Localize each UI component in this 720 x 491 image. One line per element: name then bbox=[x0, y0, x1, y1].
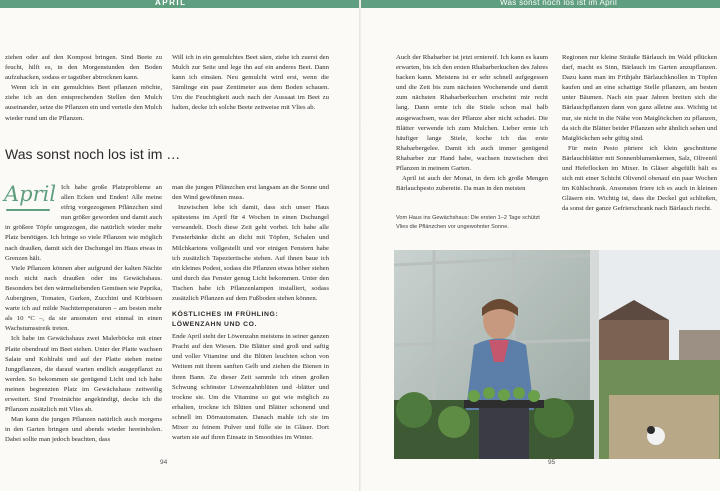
paragraph: Will ich in ein gemulchtes Beet säen, ziehe ich zuerst den Mulch zur Seite und lege ihn auf ein anderes Beet. Dann kann ich einsäen. Neu gemulcht wird erst, wenn die Sämlinge ein paar Zentimeter aus dem Boden schauen. Um die Feuchtigkeit auch nach der Aussaat im Beet zu halten, decke ich solche Beete zeitweise mit Vlies ab. bbox=[172, 54, 329, 112]
paragraph: man die jungen Pflänzchen erst langsam an die Sonne und den Wind gewöhnen muss. bbox=[172, 184, 329, 202]
april-script-title: April bbox=[4, 182, 57, 206]
greenhouse-photo bbox=[394, 250, 720, 459]
left-col2-main bbox=[172, 183, 329, 443]
paragraph: ziehen oder auf den Kompost bringen. Sind Beete zu feucht, hilft es, in den Morgenstunden den Boden aufzuhacken, sodass er tagsüber abtrocknen kann. bbox=[5, 54, 162, 82]
paragraph: Auch der Rhabarber ist jetzt erntereif. Ich kann es kaum erwarten, bis ich den ersten Rhabarberkuchen des Jahres backen kann. Meistens ist er sehr schnell aufgegessen und die Zeit bis zum nächsten Wochenende und damit zum nächsten Rhabarberkuchen erscheint mir recht lang. Dann ernte ich die Stiele schon mal halb ausgewachsen, was der Pflanze aber nicht schadet. Die Blätter verwende ich zum Mulchen. Lieber ernte ich häufiger lange Stiele, koche ich das erste Rhabarbergelee. Damit ich auch immer genügend Rhabarber zur Hand habe, wachsen inzwischen drei Pflanzen in meinem Garten. bbox=[396, 54, 548, 173]
subheading bbox=[172, 310, 329, 330]
page-number-right: 95 bbox=[548, 459, 556, 466]
right-col1 bbox=[396, 53, 548, 194]
subheading-line: LÖWENZAHN UND CO. bbox=[172, 321, 257, 329]
running-head-section: Was sonst noch los ist im April bbox=[500, 0, 618, 7]
paragraph: Man kann die jungen Pflanzen natürlich auch morgens in den Garten bringen und abends wieder hereinholen. Dabei sollte man jedoch beachten, dass bbox=[5, 416, 162, 444]
left-col1-top bbox=[5, 53, 162, 124]
paragraph: Inzwischen lebe ich damit, dass sich unser Haus spätestens im April für 4 Wochen in einen Dschungel verwandelt. Doch diese Zeit geht vorbei. Ich habe alle Fensterbänke dicht an dicht mit Töpfen, Schalen und Milchkartons vollgestellt und vor einigen Fenstern habe ich zusätzlich Tapeziertische stehen. Auf ihnen baue ich ein kleines Podest, sodass die Pflanzen etwas höher stehen und durch das Fenster genug Licht bekommen. Unter den Tischen habe ich Pflanzenlampen installiert, sodass zusätzlich Pflanzen auf dem Fußboden stehen können. bbox=[172, 204, 329, 303]
paragraph: Ich habe im Gewächshaus zwei Malerböcke mit einer Platte obendrauf im Beet stehen. Unter der Platte wachsen Salate und Kohlrabi und auf der Platte stehen meine Jungpflanzen, die darauf warten endlich ausgepflanzt zu werden. So bekommen sie genügend Licht und ich habe meinen begrenzten Platz im Gewächshaus zeitweilig erweitert. Sind Frostnächte angekündigt, decke ich die Pflanzen zusätzlich mit Vlies ab. bbox=[5, 335, 162, 414]
paragraph: Für mein Pesto püriere ich klein geschnittene Bärlauchblätter mit Sonnenblumenkernen, Salz, Olivenöl und Hefeflocken im Mixer. In Gläser abgefüllt hält es sich mit einer Schicht Olivenöl obenauf ein paar Wochen im Kühlschrank. Ansonsten friere ich es auch in kleinen Gläsern ein. Wichtig ist, dass die Deckel gut schließen, da sonst der ganze Gefrierschrank nach Bärlauch riecht. bbox=[562, 144, 717, 213]
paragraph: Ende April steht der Löwenzahn meistens in seiner ganzen Pracht auf den Wiesen. Die Blätter sind groß und saftig und voller Vitamine und die Blüten leuchten schon von Weitem mit ihrem sanften Gelb und ziehen die Bienen in ihren Bann. Zu dieser Zeit sammle ich einen großen Schwung schönster Löwenzahnblüten und -blätter und trockne sie. Um die Vitamine so gut wie möglich zu erhalten, trockne ich Blüten und Blätter schonend und schnell im Dörrautomaten. Danach mahle ich sie im Mixer zu feinem Pulver und fülle sie in Gläser. Dort warten sie auf ihren Einsatz in Smoothies im Winter. bbox=[172, 333, 329, 442]
paragraph: Viele Pflanzen können aber aufgrund der kalten Nächte noch nicht nach draußen oder ins Gewächshaus. Besonders bei den wärmeliebenden Gemüsen wie Paprika, Auberginen, Tomaten, Gurken, Zucchini und Kürbissen warte ich auf milde Nachttemperaturen – am besten mehr als 10 °C –, da sie ansonsten erst einmal in einen Wachstumsstreik treten. bbox=[5, 264, 162, 333]
subheading-line: KÖSTLICHES IM FRÜHLING: bbox=[172, 311, 279, 319]
paragraph: April ist auch der Monat, in dem ich große Mengen Bärlauchpesto zubereite. Da man in den meisten bbox=[396, 175, 548, 193]
paragraph: Ich habe große Platzprobleme an allen Ecken und Enden! Alle meine eifrig vorgezogenen Pflänzchen sind nun größer geworden und damit auch in größere Töpfe umgezogen, die natürlich wieder mehr Platz benötigen. Ich bringe so viele Pflanzen wie möglich nach draußen, damit sich der Dschungel im Haus etwas in Grenzen hält. bbox=[5, 184, 162, 262]
page-number-left: 94 bbox=[160, 459, 168, 466]
left-col2-top bbox=[172, 53, 329, 114]
running-head-month: APRIL bbox=[155, 0, 187, 7]
section-headline: Was sonst noch los ist im … bbox=[5, 146, 181, 162]
paragraph: Wenn ich in ein gemulchtes Beet pflanzen möchte, ziehe ich an den entsprechenden Stellen den Mulch auseinander, setze die Pflanzen ein und verteile den Mulch wieder rund um die Pflanzen. bbox=[5, 84, 163, 122]
photo-caption: Vom Haus ins Gewächshaus: Die ersten 1–2 Tage schützt Vlies die Pflänzchen vor ungewohnter Sonne. bbox=[396, 215, 540, 230]
right-col2 bbox=[562, 53, 717, 215]
paragraph: Regionen nur kleine Sträuße Bärlauch im Wald pflücken darf, macht es Sinn, Bärlauch im Garten anzupflanzen. Dazu kann man im Frühjahr Bärlauchknollen in Töpfen kaufen und an eine schattige Stelle pflanzen, am besten unter Bäumen. Nach ein paar Jahren breiten sich die Bärlauchpflanzen dann von ganz alleine aus. Wichtig ist nur, sie nicht in die Nähe von Maiglöckchen zu pflanzen, da sich die Blätter beider Pflanzen sehr ähnlich sehen und Maiglöckchen sehr giftig sind. bbox=[562, 54, 717, 142]
left-col1-main bbox=[5, 183, 162, 445]
